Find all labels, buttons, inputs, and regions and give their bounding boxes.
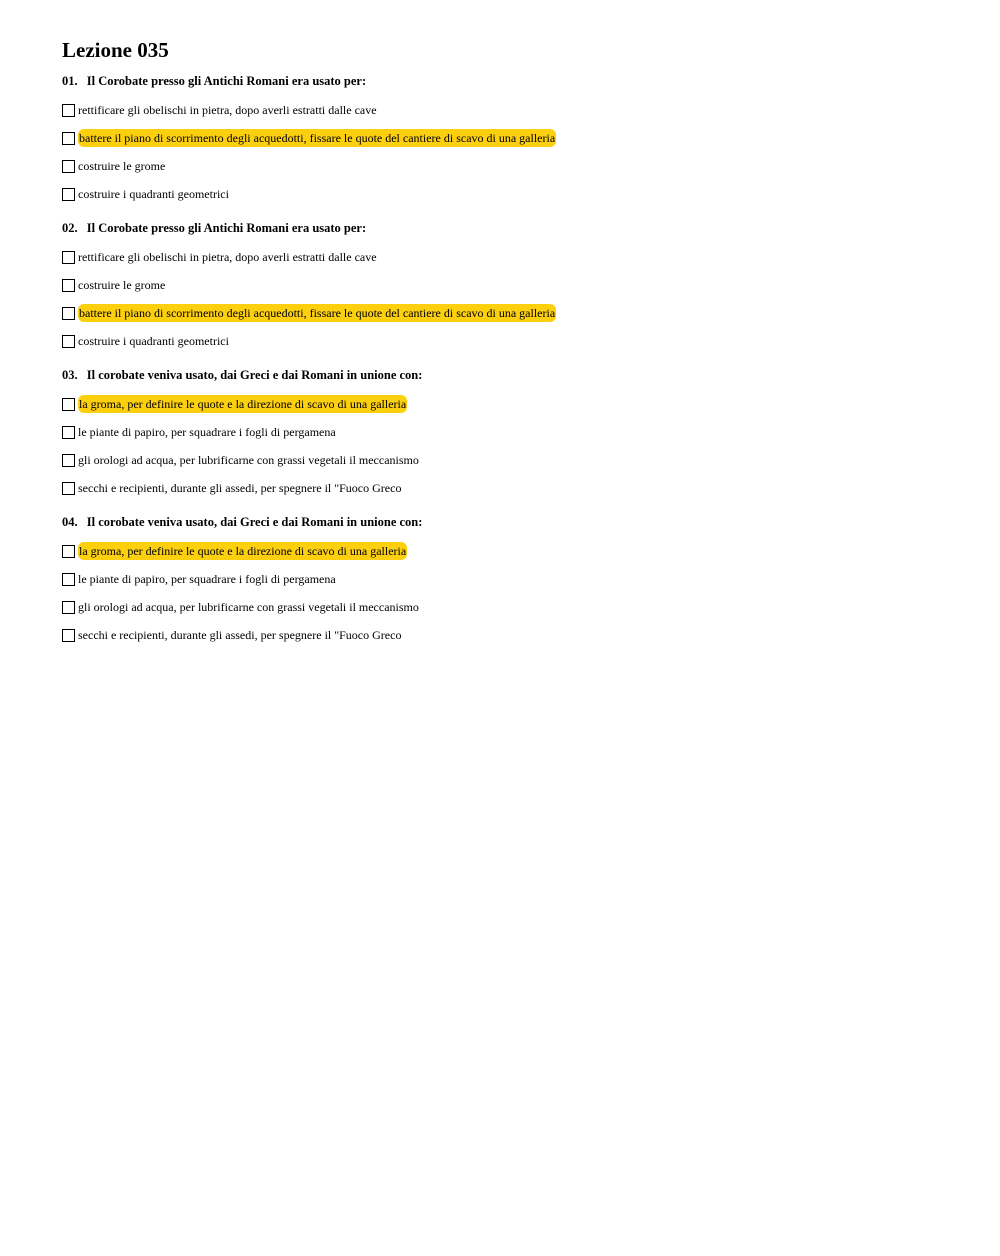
answer-text-highlighted: la groma, per definire le quote e la direzione di scavo di una galleria xyxy=(79,544,407,558)
checkbox[interactable] xyxy=(62,573,75,586)
answer-option[interactable] xyxy=(62,327,962,355)
question-header xyxy=(62,70,962,92)
checkbox[interactable] xyxy=(62,188,75,201)
answer-option-correct[interactable] xyxy=(62,299,962,327)
checkbox[interactable] xyxy=(62,629,75,642)
answer-option[interactable] xyxy=(62,565,962,593)
question-number: 03. xyxy=(62,368,78,382)
answer-option-correct[interactable] xyxy=(62,537,962,565)
question-text: Il corobate veniva usato, dai Greci e dai Romani in unione con: xyxy=(86,368,423,382)
answer-option-correct[interactable] xyxy=(62,390,962,418)
answer-text: costruire i quadranti geometrici xyxy=(78,187,229,201)
checkbox[interactable] xyxy=(62,398,75,411)
document-page xyxy=(62,36,962,649)
answer-text: le piante di papiro, per squadrare i fogli di pergamena xyxy=(78,572,336,586)
question-04 xyxy=(62,511,962,649)
answer-text-highlighted: la groma, per definire le quote e la direzione di scavo di una galleria xyxy=(79,397,407,411)
answer-option[interactable] xyxy=(62,621,962,649)
answer-option[interactable] xyxy=(62,474,962,502)
answer-text: rettificare gli obelischi in pietra, dopo averli estratti dalle cave xyxy=(78,103,377,117)
checkbox[interactable] xyxy=(62,160,75,173)
answer-option-correct[interactable] xyxy=(62,124,962,152)
question-text: Il corobate veniva usato, dai Greci e dai Romani in unione con: xyxy=(86,515,423,529)
answer-option[interactable] xyxy=(62,446,962,474)
checkbox[interactable] xyxy=(62,601,75,614)
page-title: Lezione 035 xyxy=(62,38,169,62)
answer-options xyxy=(62,96,962,208)
question-number: 04. xyxy=(62,515,78,529)
question-03 xyxy=(62,364,962,502)
answer-option[interactable] xyxy=(62,243,962,271)
checkbox[interactable] xyxy=(62,482,75,495)
answer-text: secchi e recipienti, durante gli assedi, per spegnere il "Fuoco Greco xyxy=(78,628,402,642)
checkbox[interactable] xyxy=(62,426,75,439)
question-text: Il Corobate presso gli Antichi Romani era usato per: xyxy=(86,221,367,235)
answer-text: gli orologi ad acqua, per lubrificarne con grassi vegetali il meccanismo xyxy=(78,453,419,467)
answer-options xyxy=(62,537,962,649)
answer-text: costruire le grome xyxy=(78,159,166,173)
question-header xyxy=(62,217,962,239)
checkbox[interactable] xyxy=(62,335,75,348)
question-number: 02. xyxy=(62,221,78,235)
answer-options xyxy=(62,243,962,355)
question-header xyxy=(62,511,962,533)
question-02 xyxy=(62,217,962,355)
answer-text-highlighted: battere il piano di scorrimento degli acquedotti, fissare le quote del cantiere di scavo di una galleria xyxy=(79,131,556,145)
answer-text: gli orologi ad acqua, per lubrificarne con grassi vegetali il meccanismo xyxy=(78,600,419,614)
question-text: Il Corobate presso gli Antichi Romani era usato per: xyxy=(86,74,367,88)
answer-option[interactable] xyxy=(62,418,962,446)
checkbox[interactable] xyxy=(62,251,75,264)
checkbox[interactable] xyxy=(62,545,75,558)
question-number: 01. xyxy=(62,74,78,88)
checkbox[interactable] xyxy=(62,454,75,467)
question-header xyxy=(62,364,962,386)
checkbox[interactable] xyxy=(62,132,75,145)
answer-text: rettificare gli obelischi in pietra, dopo averli estratti dalle cave xyxy=(78,250,377,264)
answer-option[interactable] xyxy=(62,180,962,208)
checkbox[interactable] xyxy=(62,104,75,117)
question-01 xyxy=(62,70,962,208)
answer-text-highlighted: battere il piano di scorrimento degli acquedotti, fissare le quote del cantiere di scavo di una galleria xyxy=(79,306,556,320)
answer-text: le piante di papiro, per squadrare i fogli di pergamena xyxy=(78,425,336,439)
answer-text: secchi e recipienti, durante gli assedi, per spegnere il "Fuoco Greco xyxy=(78,481,402,495)
answer-option[interactable] xyxy=(62,271,962,299)
answer-text: costruire le grome xyxy=(78,278,166,292)
answer-option[interactable] xyxy=(62,96,962,124)
checkbox[interactable] xyxy=(62,307,75,320)
answer-option[interactable] xyxy=(62,593,962,621)
answer-text: costruire i quadranti geometrici xyxy=(78,334,229,348)
checkbox[interactable] xyxy=(62,279,75,292)
answer-option[interactable] xyxy=(62,152,962,180)
answer-options xyxy=(62,390,962,502)
